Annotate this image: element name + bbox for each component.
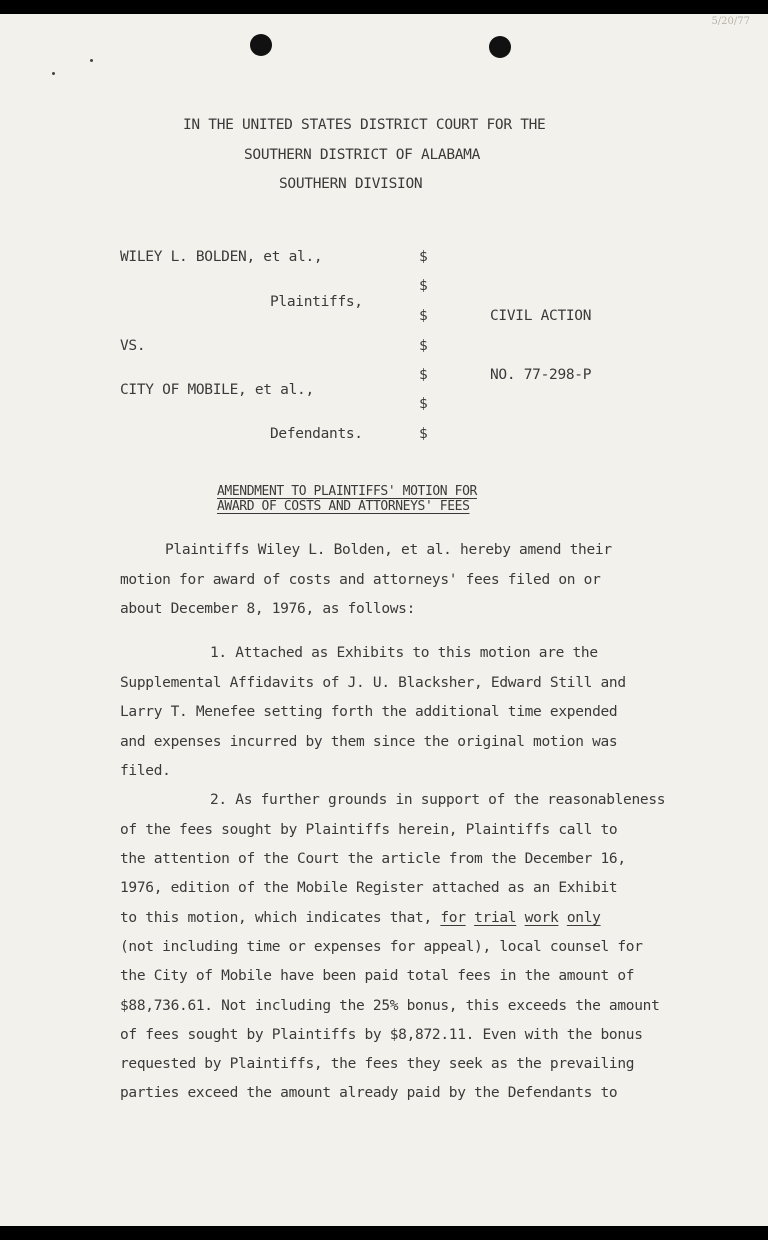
intro-line: about December 8, 1976, as follows: — [120, 601, 416, 617]
defendant-name: CITY OF MOBILE, et al., — [120, 382, 314, 398]
section-mark: $ — [419, 308, 428, 324]
caption-line-2: SOUTHERN DISTRICT OF ALABAMA — [244, 147, 481, 163]
para1-line: filed. — [120, 763, 171, 779]
para1-line: Larry T. Menefee setting forth the additional time expended — [120, 704, 618, 720]
para2-line: of fees sought by Plaintiffs by $8,872.11. Even with the bonus — [120, 1027, 643, 1043]
plaintiff-role: Plaintiffs, — [270, 294, 363, 310]
para2-line: 2. As further grounds in support of the reasonableness — [210, 792, 666, 808]
para2-line: 1976, edition of the Mobile Register attached as an Exhibit — [120, 880, 618, 896]
para2-line: parties exceed the amount already paid by the Defendants to — [120, 1085, 618, 1101]
case-number: NO. 77-298-P — [490, 367, 592, 383]
section-mark: $ — [419, 278, 428, 294]
punch-hole-right — [489, 36, 511, 58]
section-mark: $ — [419, 249, 428, 265]
para1-line: and expenses incurred by them since the original motion was — [120, 734, 618, 750]
document-page — [0, 14, 768, 1226]
versus: VS. — [120, 338, 146, 354]
intro-line: Plaintiffs Wiley L. Bolden, et al. hereby amend their — [165, 542, 612, 558]
para2-line: requested by Plaintiffs, the fees they seek as the prevailing — [120, 1056, 635, 1072]
speck — [52, 72, 55, 75]
defendant-role: Defendants. — [270, 426, 363, 442]
para2-line — [120, 910, 601, 926]
para2-line: of the fees sought by Plaintiffs herein, Plaintiffs call to — [120, 822, 618, 838]
section-mark: $ — [419, 338, 428, 354]
document-title-line-1: AMENDMENT TO PLAINTIFFS' MOTION FOR — [217, 484, 477, 499]
plaintiff-name: WILEY L. BOLDEN, et al., — [120, 249, 323, 265]
para1-line: Supplemental Affidavits of J. U. Blacksher, Edward Still and — [120, 675, 626, 691]
underlined-trial: trial — [474, 910, 517, 926]
para2-line: the attention of the Court the article from the December 16, — [120, 851, 626, 867]
underlined-for: for — [440, 910, 466, 926]
speck — [90, 59, 93, 62]
document-title-line-2: AWARD OF COSTS AND ATTORNEYS' FEES — [217, 499, 470, 514]
para1-line: 1. Attached as Exhibits to this motion are the — [210, 645, 598, 661]
civil-action-label: CIVIL ACTION — [490, 308, 592, 324]
section-mark: $ — [419, 396, 428, 412]
underlined-work: work — [524, 910, 559, 926]
section-mark: $ — [419, 367, 428, 383]
underlined-only: only — [566, 910, 601, 926]
para2-line: the City of Mobile have been paid total fees in the amount of — [120, 968, 635, 984]
para2-line: $88,736.61. Not including the 25% bonus, this exceeds the amount — [120, 998, 660, 1014]
corner-note: 5/20/77 — [711, 16, 750, 27]
section-mark: $ — [419, 426, 428, 442]
punch-hole-left — [250, 34, 272, 56]
intro-line: motion for award of costs and attorneys' fees filed on or — [120, 572, 601, 588]
caption-line-3: SOUTHERN DIVISION — [279, 176, 423, 192]
para2-line5-prefix: to this motion, which indicates that, — [120, 910, 441, 926]
caption-line-1: IN THE UNITED STATES DISTRICT COURT FOR THE — [183, 117, 546, 133]
para2-line: (not including time or expenses for appeal), local counsel for — [120, 939, 643, 955]
